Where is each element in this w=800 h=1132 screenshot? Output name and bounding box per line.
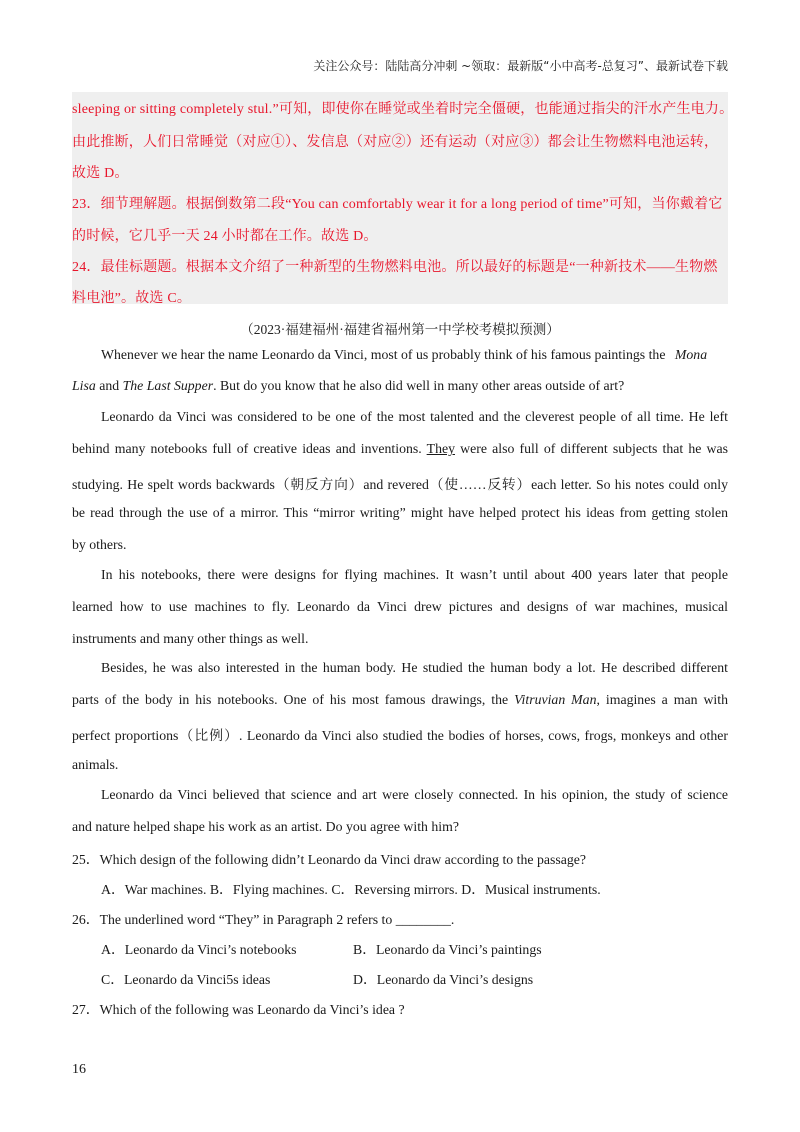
paragraph-2-line: by others.: [72, 537, 127, 552]
question-27-stem: 27．Which of the following was Leonardo da Vinci’s idea ?: [72, 1002, 405, 1017]
answer-line: 由此推断，人们日常睡觉（对应①）、发信息（对应②）还有运动（对应③）都会让生物燃料电池运转，: [72, 135, 719, 150]
paragraph-2-line: behind many notebooks full of creative ideas and inventions. They were also full of different subjects that he was: [72, 441, 728, 456]
paragraph-1-line: Whenever we hear the name Leonardo da Vinci, most of us probably think of his famous paintings the Mona: [101, 347, 708, 362]
paragraph-2-line: be read through the use of a mirror. This “mirror writing” might have helped protect his ideas from getting stolen: [72, 505, 728, 520]
paragraph-4-line: parts of the body in his notebooks. One of his most famous drawings, the Vitruvian Man, imagines a man with: [72, 692, 728, 707]
paragraph-5-line: and nature helped shape his work as an artist. Do you agree with him?: [72, 819, 459, 834]
paragraph-3-line: In his notebooks, there were designs for flying machines. It wasn’t until about 400 years later that people: [101, 567, 728, 582]
question-26-option-b: B．Leonardo da Vinci’s paintings: [353, 942, 542, 957]
paragraph-4-line: Besides, he was also interested in the human body. He studied the human body a lot. He described different: [101, 660, 728, 675]
paragraph-4-line: perfect proportions（比例）. Leonardo da Vinci also studied the bodies of horses, cows, frogs, monkeys and other: [72, 728, 728, 743]
page-number: 16: [72, 1062, 86, 1077]
answer-line: 故选 D。: [72, 166, 129, 181]
answer-line: 的时候，它几乎一天 24 小时都在工作。故选 D。: [72, 229, 378, 244]
answer-line: 23．细节理解题。根据倒数第二段“You can comfortably wear it for a long period of time”可知，当你戴着它: [72, 197, 723, 212]
answer-line: 料电池”。故选 C。: [72, 291, 192, 306]
question-26-option-c: C．Leonardo da Vinci5s ideas: [101, 972, 271, 987]
paragraph-3-line: instruments and many other things as well.: [72, 631, 309, 646]
question-25-stem: 25．Which design of the following didn’t Leonardo da Vinci draw according to the passage?: [72, 852, 586, 867]
source-citation: （2023·福建福州·福建省福州第一中学校考模拟预测）: [240, 322, 560, 337]
page-header: 关注公众号：陆陆高分冲刺 ~领取：最新版“小中高考-总复习”、最新试卷下载: [313, 59, 728, 73]
answer-line: 24．最佳标题题。根据本文介绍了一种新型的生物燃料电池。所以最好的标题是“一种新技术——生物燃: [72, 260, 718, 275]
answer-line: sleeping or sitting completely stul.”可知，即使你在睡觉或坐着时完全僵硬，也能通过指尖的汗水产生电力。: [72, 102, 734, 117]
paragraph-1-line: Lisa and The Last Supper. But do you know that he also did well in many other areas outside of art?: [72, 378, 625, 393]
paragraph-3-line: learned how to use machines to fly. Leonardo da Vinci drew pictures and designs of war machines, musical: [72, 599, 728, 614]
paragraph-5-line: Leonardo da Vinci believed that science and art were closely connected. In his opinion, the study of science: [101, 787, 728, 802]
underlined-word-they: They: [426, 441, 455, 456]
paragraph-4-line: animals.: [72, 757, 119, 772]
paragraph-2-line: studying. He spelt words backwards（朝反方向）and revered（使……反转）each letter. So his notes could only: [72, 477, 728, 492]
question-26-option-d: D．Leonardo da Vinci’s designs: [353, 972, 534, 987]
question-26-stem: 26．The underlined word “They” in Paragraph 2 refers to ________.: [72, 912, 455, 927]
question-26-option-a: A．Leonardo da Vinci’s notebooks: [101, 942, 297, 957]
question-25-options: A．War machines. B．Flying machines. C．Reversing mirrors. D．Musical instruments.: [101, 882, 601, 897]
paragraph-2-line: Leonardo da Vinci was considered to be one of the most talented and the cleverest people of all time. He left: [101, 409, 728, 424]
